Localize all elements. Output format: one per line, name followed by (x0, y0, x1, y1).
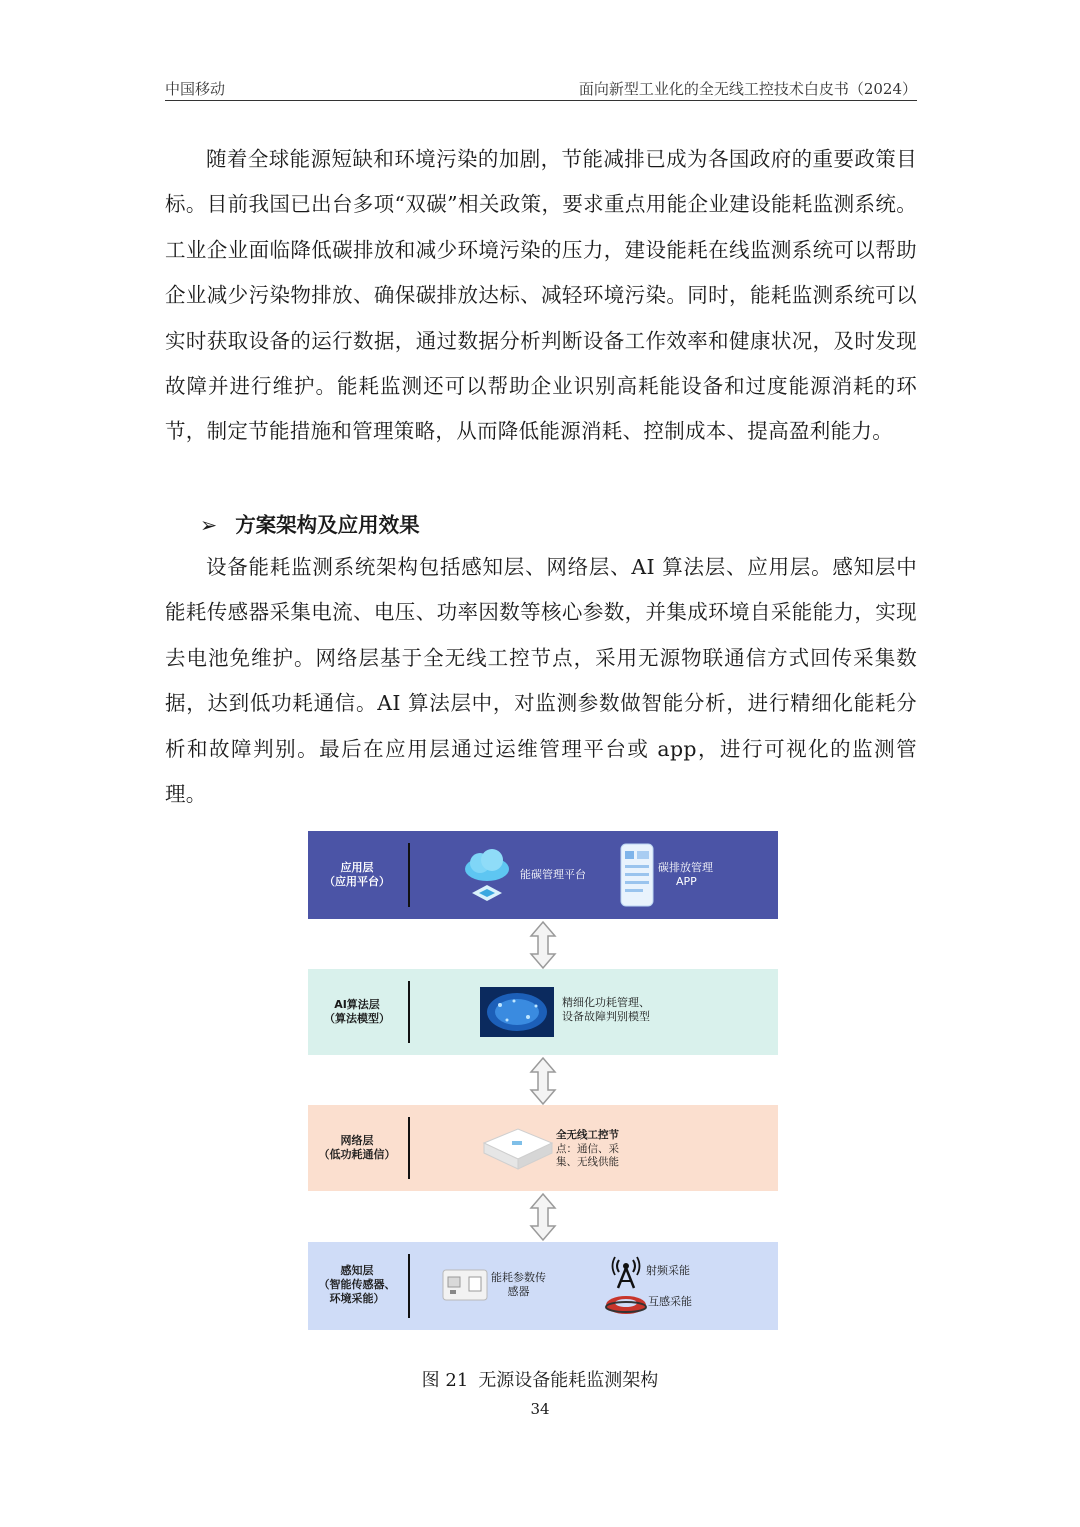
inductive-harvest-label: 互感采能 (648, 1295, 692, 1308)
layer-sensing (308, 1242, 778, 1330)
layer-name-line: 网络层 (340, 1134, 374, 1147)
divider (408, 981, 410, 1043)
ai-brain-icon (480, 987, 554, 1037)
page-header (165, 76, 917, 101)
app-label (658, 861, 713, 889)
rf-harvest-label: 射频采能 (646, 1264, 690, 1277)
energy-sensor-icon (442, 1268, 488, 1302)
sensor-label-line: 感器 (507, 1285, 530, 1298)
ai-model-line: 精细化功耗管理、 (562, 996, 650, 1009)
layer-application (308, 831, 778, 919)
paragraph-1: 随着全球能源短缺和环境污染的加剧，节能减排已成为各国政府的重要政策目标。目前我国已出台多项“双碳”相关政策，要求重点用能企业建设能耗监测系统。工业企业面临降低碳排放和减少环境污染的压力，建设能耗在线监测系统可以帮助企业减少污染物排放、确保碳排放达标、减轻环境污染。同时，能耗监测系统可以实时获取设备的运行数据，通过数据分析判断设备工作效率和健康状况，及时发现故障并进行维护。能耗监测还可以帮助企业识别高耗能设备和过度能源消耗的环节，制定节能措施和管理策略，从而降低能源消耗、控制成本、提高盈利能力。 (165, 147, 917, 444)
layer-name-line: （应用平台） (324, 875, 390, 888)
platform-label: 能碳管理平台 (520, 868, 586, 881)
figure-title: 无源设备能耗监测架构 (478, 1370, 659, 1391)
sensor-label-line: 能耗参数传 (491, 1271, 546, 1284)
layer-name (308, 1134, 406, 1162)
divider (408, 1254, 410, 1318)
figure-number: 图 21 (421, 1370, 469, 1391)
bullet-arrow-icon: ➢ (200, 513, 218, 537)
header-left: 中国移动 (165, 80, 226, 98)
page-number: 34 (530, 1400, 550, 1418)
mobile-app-icon (620, 843, 654, 907)
layer-name (308, 1264, 406, 1306)
node-label-line: 全无线工控节 (556, 1129, 619, 1141)
bidirectional-arrow-icon (528, 1056, 558, 1106)
architecture-diagram (308, 831, 778, 1331)
divider (408, 843, 410, 907)
app-label-line: 碳排放管理 (658, 861, 713, 874)
layer-name-line: 环境采能） (329, 1292, 385, 1305)
layer-name-line: （智能传感器、 (318, 1278, 396, 1291)
layer-name-line: 应用层 (340, 861, 374, 874)
divider (408, 1117, 410, 1179)
radio-antenna-icon (610, 1256, 642, 1290)
sensor-label (491, 1271, 546, 1299)
layer-network (308, 1105, 778, 1191)
section-heading (200, 508, 420, 538)
app-label-line: APP (676, 875, 697, 888)
ai-model-label (562, 996, 650, 1024)
header-right: 面向新型工业化的全无线工控技术白皮书（2024） (578, 80, 917, 98)
node-label-line: 点：通信、采 (556, 1142, 619, 1155)
figure-caption (0, 1366, 1080, 1392)
cloud-platform-icon (458, 845, 516, 903)
layer-name-line: （低功耗通信） (318, 1148, 396, 1161)
section-title: 方案架构及应用效果 (235, 513, 420, 537)
layer-name (308, 861, 406, 889)
layer-name-line: AI算法层 (334, 998, 380, 1011)
current-transformer-icon (604, 1292, 648, 1318)
ai-model-line: 设备故障判别模型 (562, 1010, 650, 1023)
layer-ai-algorithm (308, 969, 778, 1055)
node-label-line: 集、无线供能 (556, 1156, 619, 1168)
bidirectional-arrow-icon (528, 920, 558, 970)
paragraph-2: 设备能耗监测系统架构包括感知层、网络层、AI 算法层、应用层。感知层中能耗传感器采集电流、电压、功率因数等核心参数，并集成环境自采能能力，实现去电池免维护。网络层基于全无线工控节点，采用无源物联通信方式回传采集数据，达到低功耗通信。AI 算法层中，对监测参数做智能分析，进行精细化能耗分析和故障判别。最后在应用层通过运维管理平台或 app，进行可视化的监测管理。 (165, 555, 917, 807)
layer-name-line: 感知层 (340, 1264, 374, 1277)
layer-name-line: （算法模型） (324, 1012, 390, 1025)
wireless-node-icon (478, 1121, 558, 1173)
node-label (556, 1129, 619, 1170)
bidirectional-arrow-icon (528, 1192, 558, 1242)
layer-name (308, 998, 406, 1026)
